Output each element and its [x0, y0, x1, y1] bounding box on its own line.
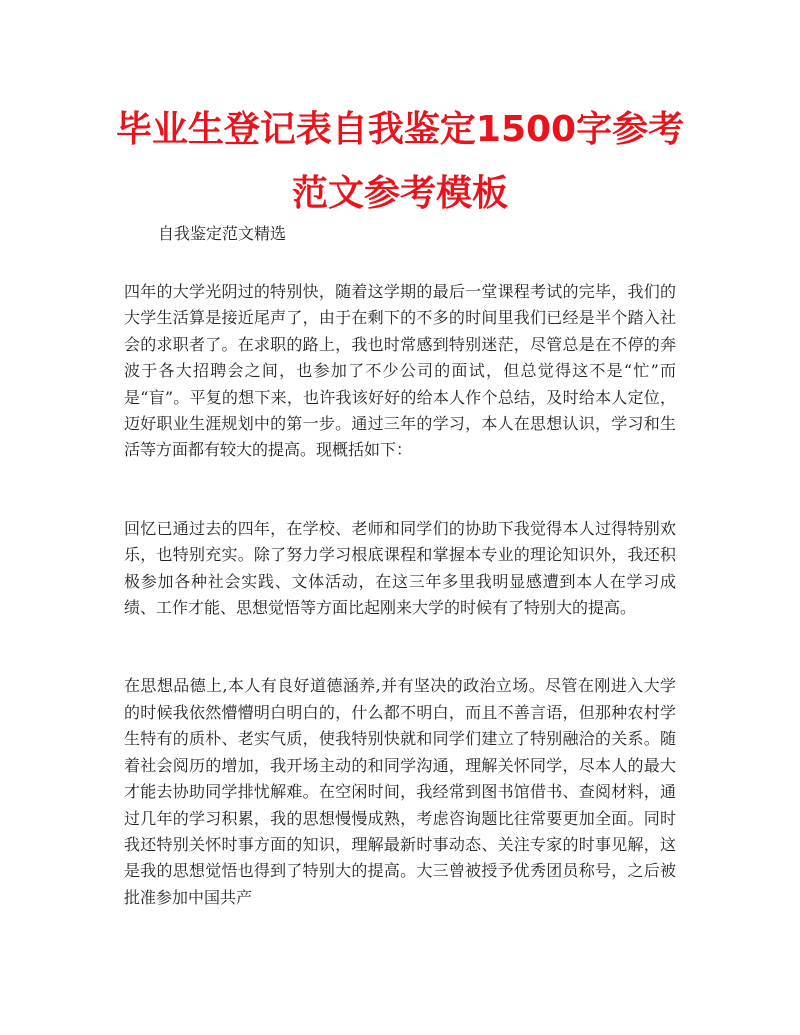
paragraph-2: 回忆已通过去的四年，在学校、老师和同学们的协助下我觉得本人过得特别欢乐，也特别充实。除了努力学习根底课程和掌握本专业的理论知识外，我还积极参加各种社会实践、文体活动，在这三年多里我明显感遭到本人在学习成绩、工作才能、思想觉悟等方面比起刚来大学的时候有了特别大的提高。 — [124, 518, 676, 618]
document-title: 毕业生登记表自我鉴定1500字参考范文参考模板 — [115, 109, 685, 214]
paragraph-1: 四年的大学光阴过的特别快，随着这学期的最后一堂课程考试的完毕，我们的大学生活算是接近尾声了，由于在剩下的不多的时间里我们已经是半个踏入社会的求职者了。在求职的路上，我也时常感到特别迷茫，尽管总是在不停的奔波于各大招聘会之间，也参加了不少公司的面试，但总觉得这不是“忙”而是“盲”。平复的想下来，也许我该好好的给本人作个总结，及时给本人定位，迈好职业生涯规划中的第一步。通过三年的学习，本人在思想认识，学习和生活等方面都有较大的提高。现概括如下： — [124, 282, 676, 460]
document-subtitle: 自我鉴定范文精选 — [158, 224, 287, 243]
paragraph-3: 在思想品德上,本人有良好道德涵养,并有坚决的政治立场。尽管在刚进入大学的时候我依然懵懵明白明白的，什么都不明白，而且不善言语，但那种农村学生特有的质朴、老实气质，使我特别快就和同学们建立了特别融洽的关系。随着社会阅历的增加，我开场主动的和同学沟通，理解关怀同学，尽本人的最大才能去协助同学排忧解难。在空闲时间，我经常到图书馆借书、查阅材料，通过几年的学习积累，我的思想慢慢成熟，考虑咨询题比往常要更加全面。同时我还特别关怀时事方面的知识，理解最新时事动态、关注专家的时事见解，这是我的思想觉悟也得到了特别大的提高。大三曾被授予优秀团员称号，之后被批准参加中国共产 — [124, 676, 676, 907]
document-body — [124, 279, 676, 963]
